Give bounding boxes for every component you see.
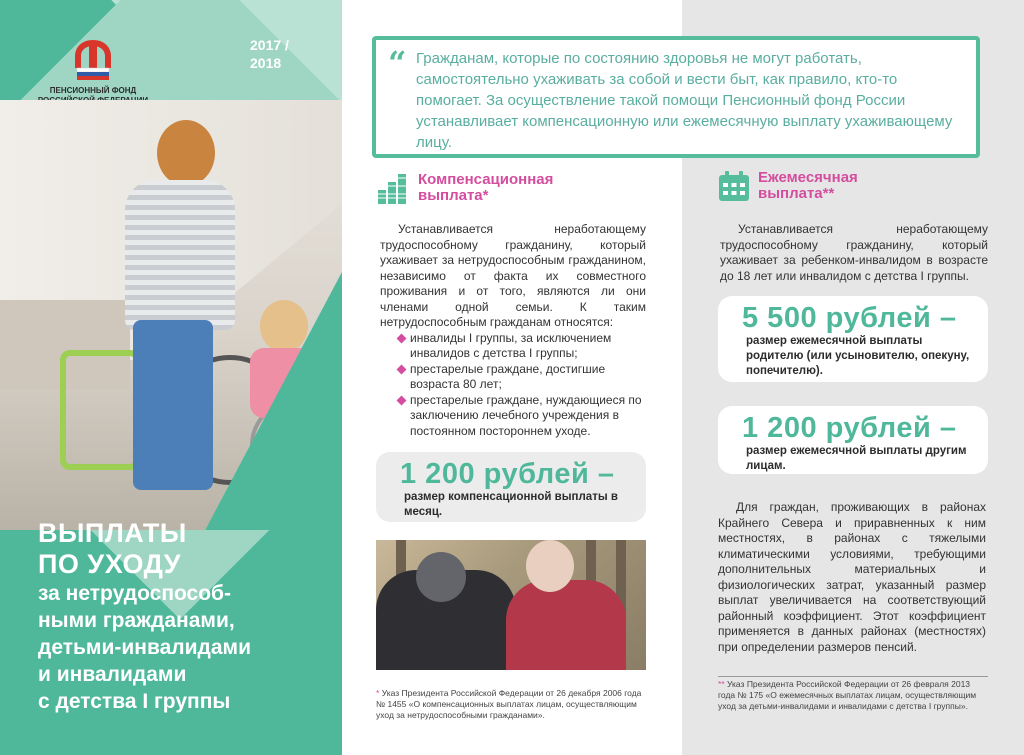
quote-icon: “ [388,44,407,82]
list-item: престарелые граждане, достигшие возраста 80 лет; [396,362,646,393]
compensation-footnote [376,688,648,721]
title-line: с детства I группы [38,690,231,713]
cover-panel [0,0,342,755]
compensation-intro: Устанавливается неработающему трудоспособному гражданину, который ухаживает за нетрудоспособным гражданином, независимо от факта их совместного проживания и от того, являются ли они членами одной семьи. К таким нетрудоспособным гражданам относятся: [380,222,646,329]
footnote-marker: * [376,688,380,698]
monthly-title-line2: выплата [758,185,823,202]
year-line1: 2017 / [250,37,289,53]
cover-title [38,518,338,715]
amount-description: размер компенсационной выплаты в месяц. [404,491,618,518]
pfr-logo [28,38,158,106]
list-item: престарелые граждане, нуждающиеся по заключению лечебного учреждения в постоянном постороннем уходе. [396,393,646,440]
monthly-title [758,170,858,202]
eligible-list [396,331,646,440]
amount-description: размер ежемесячной выплаты другим лицам. [746,445,967,472]
title-line: и инвалидами [38,663,187,686]
elderly-couple-photo [376,540,646,670]
north-paragraph: Для граждан, проживающих в районах Крайнего Севера и приравненных к ним местностях, в районах с тяжелыми климатическими условиями, требующими дополнительных материальных и физиологических затрат, указанный размер выплат увеличивается на соответствующий районный коэффициент. Этот коэффициент применяется в данных районах (местностях) при определении размеров пенсий. [718,500,986,654]
list-item: инвалиды I группы, за исключением инвалидов с детства I группы; [396,331,646,362]
year-line2: 2018 [250,55,282,71]
calendar-icon [718,170,750,202]
monthly-heading [718,170,858,202]
amount-value: 1 200 рублей – [400,458,615,490]
footnote-marker: * [482,187,489,204]
footnote-text: Указ Президента Российской Федерации от 26 декабря 2006 года № 1455 «О компенсационных выплатах лицам, осуществляющим уход за нетрудоспособными гражданами». [376,688,642,720]
title-line: ПО УХОДУ [38,549,182,579]
footnote-marker: ** [718,679,725,689]
pfr-emblem-icon [67,38,119,82]
north-coefficient-text [718,500,986,655]
parent-amount [718,296,988,382]
amount-value: 5 500 рублей – [742,302,957,334]
compensation-heading [376,172,553,206]
monthly-footnote [718,676,988,712]
quote-text: Гражданам, которые по состоянию здоровья не могут работать, самостоятельно ухаживать за собой и вести быт, как правило, кто-то помогает. За осуществление такой помощи Пенсионный фонд России устанавливает компенсационную или ежемесячную выплату ухаживающему лицу. [416,50,953,151]
title-line: за нетрудоспособ- [38,582,232,605]
year-label [250,36,289,72]
monthly-body [720,222,988,284]
logo-text-line1: ПЕНСИОННЫЙ ФОНД [49,86,137,95]
footnote-text: Указ Президента Российской Федерации от 26 февраля 2013 года № 175 «О ежемесячных выплатах лицам, осуществляющим уход за детьми-инвалидами и инвалидами с детства I группы». [718,679,977,711]
caregiver-photo [0,100,342,530]
others-amount [718,406,988,474]
compensation-title [418,172,553,204]
monthly-intro: Устанавливается неработающему трудоспособному гражданину, который ухаживает за ребенком-инвалидом в возрасте до 18 лет или инвалидом с детства I группы. [720,222,988,283]
amount-description: размер ежемесячной выплаты родителю (или усыновителю, опекуну, попечителю). [746,335,970,377]
title-line: детьми-инвалидами [38,636,251,659]
compensation-body [380,222,646,439]
compensation-title-line2: выплата [418,187,483,204]
compensation-title-line1: Компенсационная [418,171,554,188]
footnote-marker: ** [822,185,835,202]
monthly-title-line1: Ежемесячная [758,169,858,186]
compensation-amount [376,452,646,522]
coins-icon [376,172,410,206]
title-line: ВЫПЛАТЫ [38,518,187,548]
intro-quote [372,36,980,158]
title-line: ными гражданами, [38,609,235,632]
amount-value: 1 200 рублей – [742,412,957,444]
